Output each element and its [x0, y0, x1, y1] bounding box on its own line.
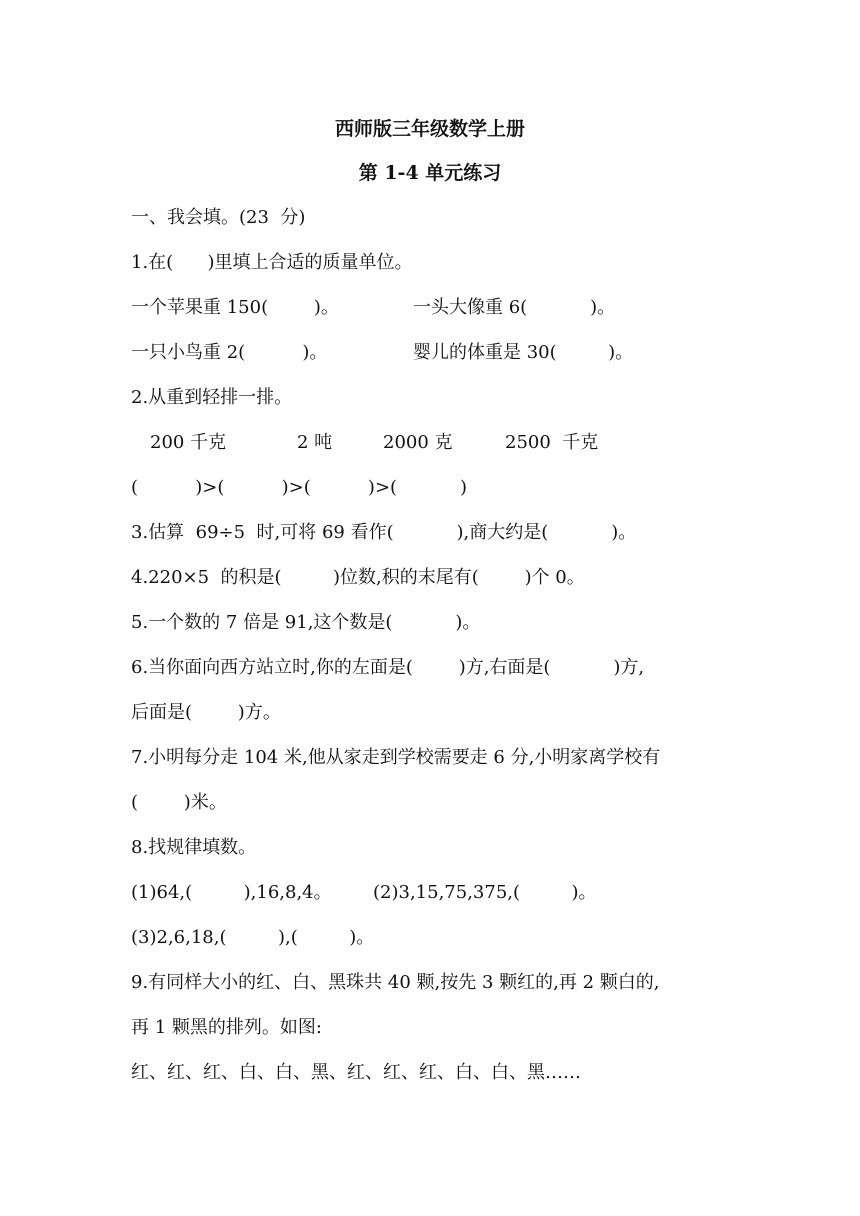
- question-2-weight-item: 2 吨: [297, 432, 333, 453]
- question-6-line-2: 后面是( )方。: [131, 702, 281, 723]
- document-subtitle: 第 1-4 单元练习: [358, 162, 502, 184]
- question-8-part-2: (2)3,15,75,375,( )。: [373, 882, 597, 903]
- question-7-line-2: ( )米。: [131, 792, 227, 813]
- question-8-stem: 8.找规律填数。: [131, 837, 257, 858]
- question-8-part-3: (3)2,6,18,( ),( )。: [131, 927, 375, 948]
- question-9-line-2: 再 1 颗黑的排列。如图:: [131, 1017, 322, 1038]
- question-2-blanks: ( )>( )>( )>( ): [131, 477, 468, 498]
- question-1-stem: 1.在( )里填上合适的质量单位。: [131, 252, 413, 273]
- question-1-item-c: 一只小鸟重 2( )。: [131, 342, 328, 363]
- question-6-line-1: 6.当你面向西方站立时,你的左面是( )方,右面是( )方,: [131, 657, 645, 678]
- question-9-line-1: 9.有同样大小的红、白、黑珠共 40 颗,按先 3 颗红的,再 2 颗白的,: [131, 972, 660, 993]
- question-5: 5.一个数的 7 倍是 91,这个数是( )。: [131, 612, 481, 633]
- question-2-weight-item: 200 千克: [150, 432, 227, 453]
- question-1-item-d: 婴儿的体重是 30( )。: [413, 342, 634, 363]
- question-2-stem: 2.从重到轻排一排。: [131, 387, 293, 408]
- question-1-item-b: 一头大像重 6( )。: [413, 297, 616, 318]
- question-3: 3.估算 69÷5 时,可将 69 看作( ),商大约是( )。: [131, 522, 637, 543]
- question-7-line-1: 7.小明每分走 104 米,他从家走到学校需要走 6 分,小明家离学校有: [131, 747, 661, 768]
- question-9-bead-sequence: 红、红、红、白、白、黑、红、红、红、白、白、黑……: [131, 1062, 581, 1083]
- question-8-part-1: (1)64,( ),16,8,4。: [131, 882, 332, 903]
- document-title: 西师版三年级数学上册: [334, 118, 525, 140]
- question-2-weight-item: 2500 千克: [505, 432, 599, 453]
- question-2-weight-item: 2000 克: [383, 432, 453, 453]
- question-4: 4.220×5 的积是( )位数,积的末尾有( )个 0。: [131, 567, 585, 588]
- section-heading: 一、我会填。(23 分): [131, 207, 306, 228]
- question-1-item-a: 一个苹果重 150( )。: [131, 297, 339, 318]
